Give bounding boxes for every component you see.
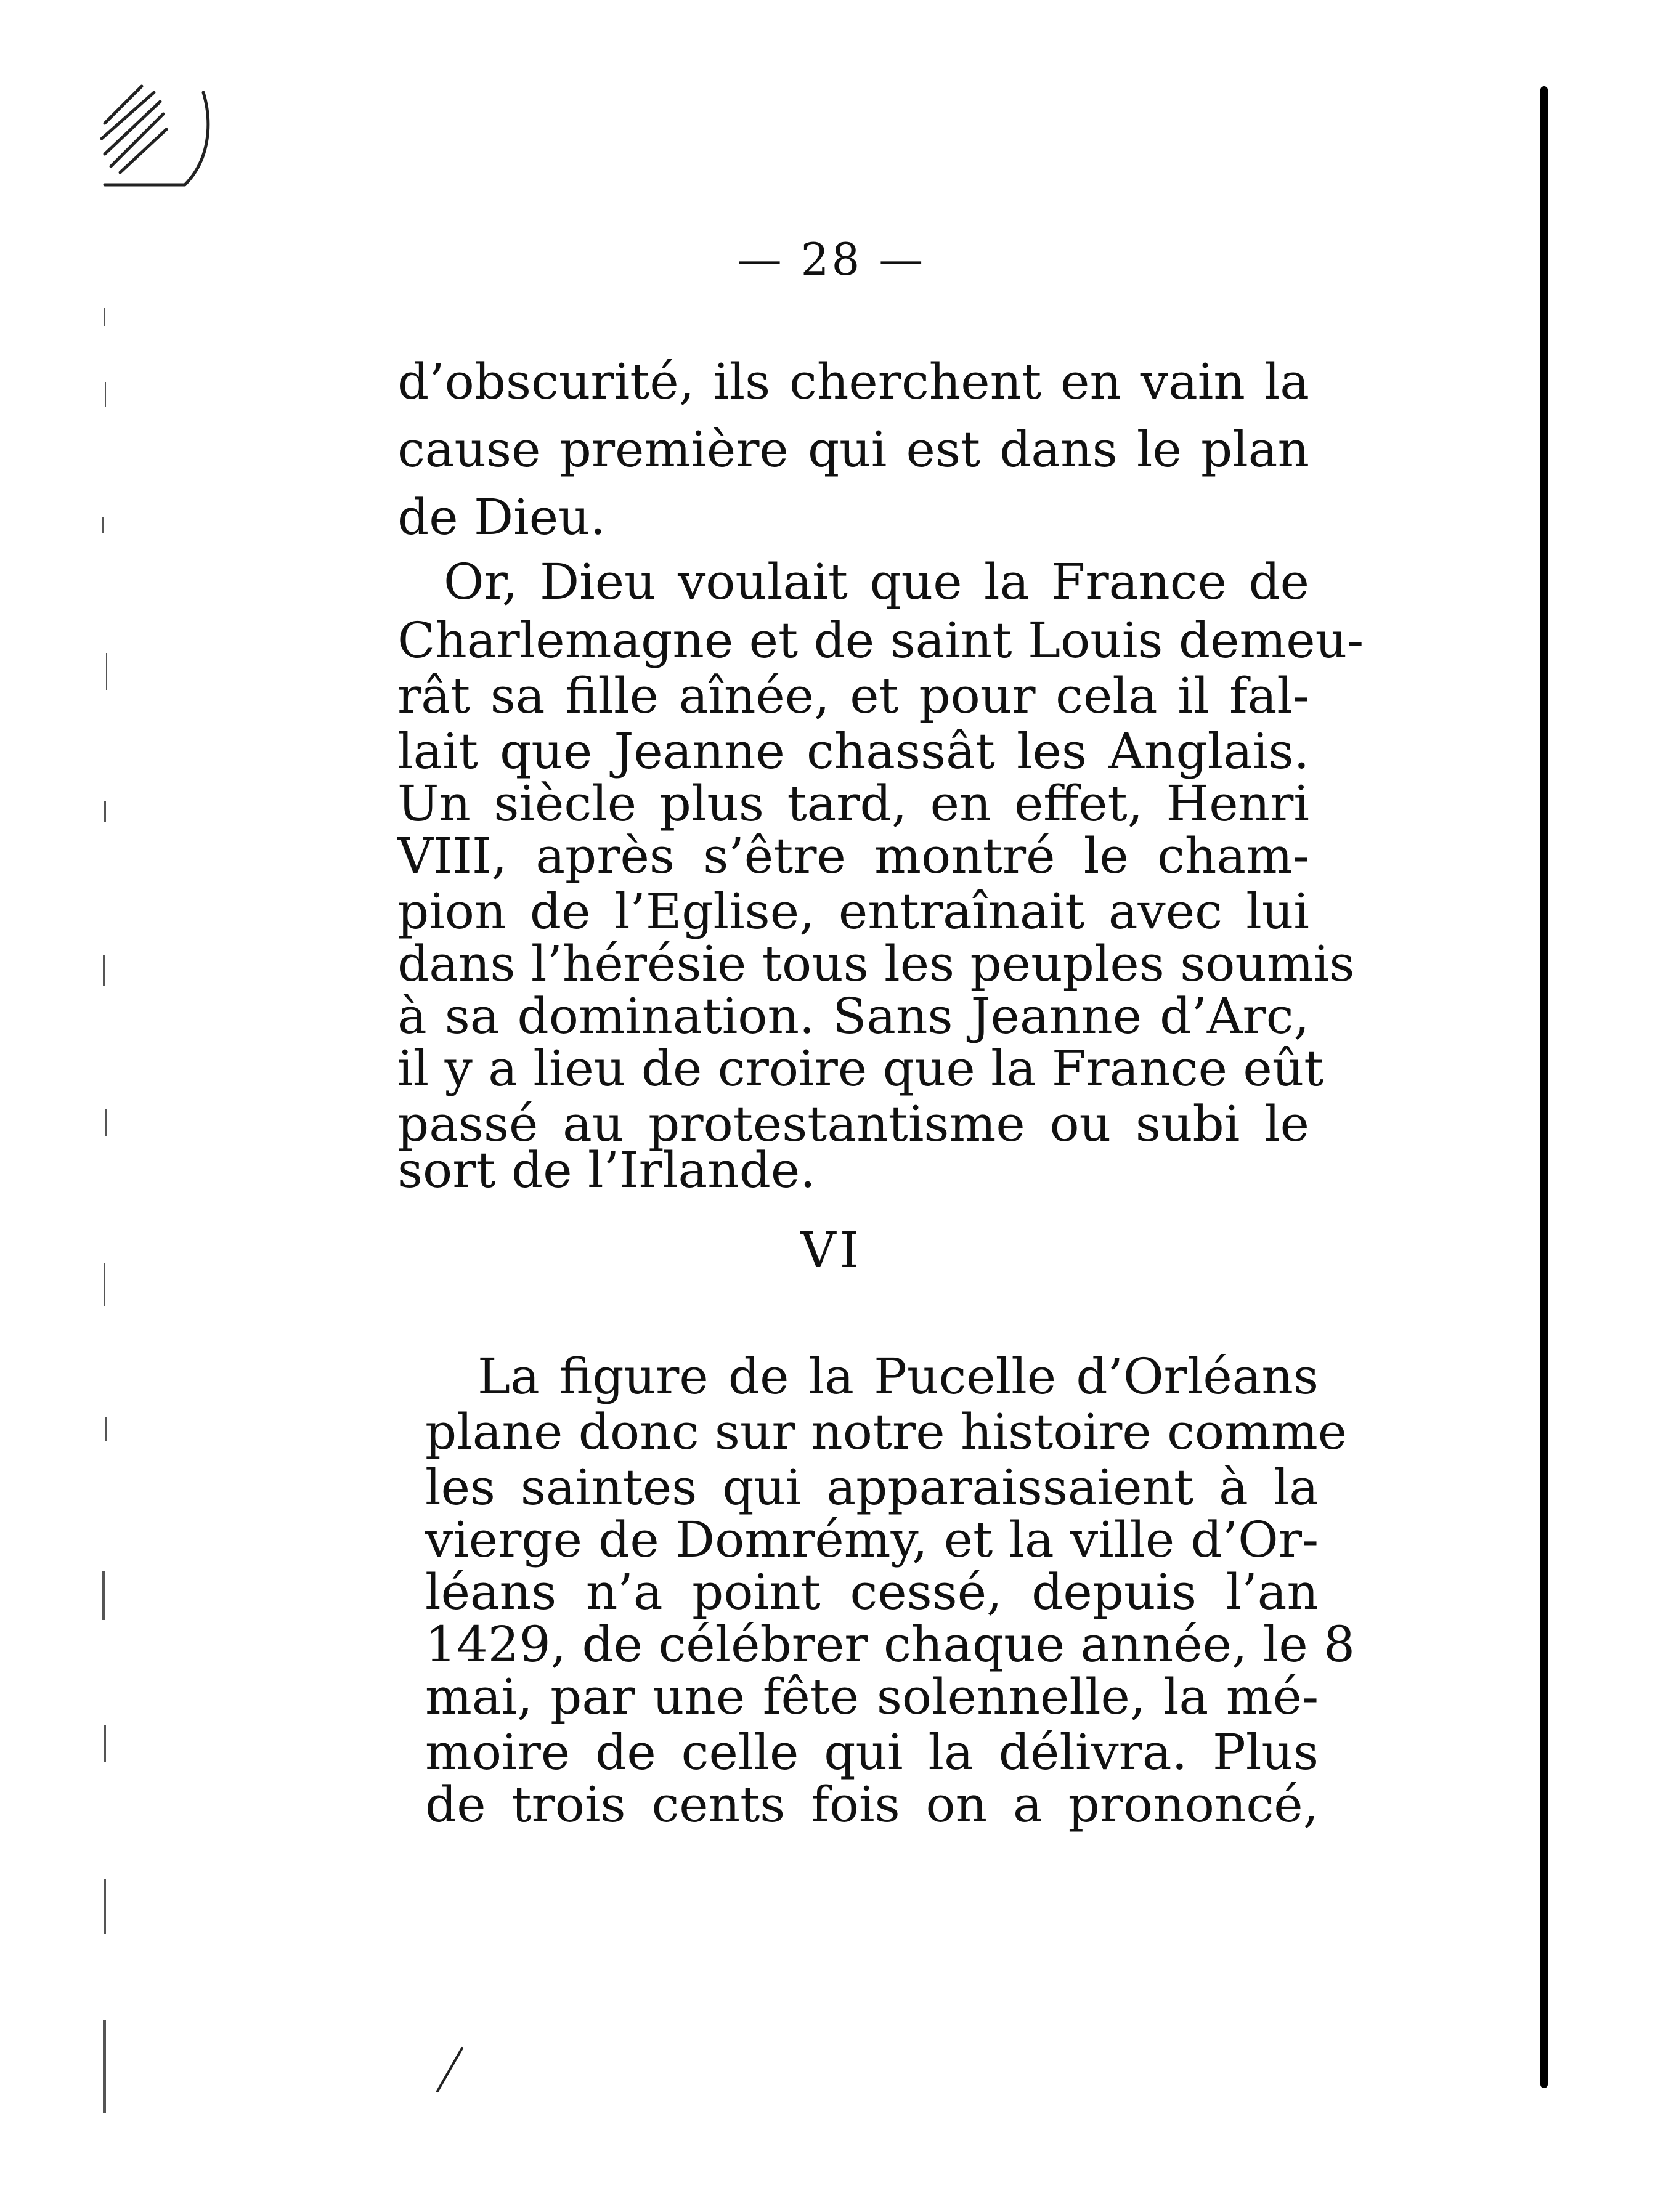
stray-mark-icon bbox=[431, 2045, 468, 2094]
page-number: — 28 — bbox=[737, 233, 926, 285]
text-line: les saintes qui apparaissaient à la bbox=[425, 1459, 1319, 1516]
text-line: de trois cents fois on a prononcé, bbox=[425, 1776, 1319, 1833]
text-line: rât sa fille aînée, et pour cela il fal- bbox=[397, 667, 1309, 724]
text-line: mai, par une fête solennelle, la mé- bbox=[425, 1668, 1319, 1725]
text-line: moire de celle qui la délivra. Plus bbox=[425, 1724, 1319, 1781]
text-line: La figure de la Pucelle d’Orléans bbox=[478, 1348, 1319, 1405]
text-line: Un siècle plus tard, en effet, Henri bbox=[397, 775, 1309, 832]
text-line: léans n’a point cessé, depuis l’an bbox=[425, 1563, 1319, 1621]
text-line: de Dieu. bbox=[397, 488, 606, 546]
text-line: dans l’hérésie tous les peuples soumis bbox=[397, 935, 1355, 992]
text-line: plane donc sur notre histoire comme bbox=[425, 1403, 1348, 1460]
text-line: sort de l’Irlande. bbox=[397, 1141, 816, 1199]
text-line: Charlemagne et de saint Louis demeu- bbox=[397, 612, 1364, 669]
corner-scribble-icon bbox=[86, 80, 228, 197]
text-line: VIII, après s’être montré le cham- bbox=[397, 827, 1309, 885]
text-line: pion de l’Eglise, entraînait avec lui bbox=[397, 883, 1309, 940]
text-line: passé au protestantisme ou subi le bbox=[397, 1095, 1309, 1153]
text-line: il y a lieu de croire que la France eût bbox=[397, 1040, 1324, 1097]
right-edge-rule bbox=[1540, 86, 1548, 2088]
section-heading: VI bbox=[800, 1221, 863, 1279]
text-line: Or, Dieu voulait que la France de bbox=[444, 553, 1309, 610]
text-line: lait que Jeanne chassât les Anglais. bbox=[397, 723, 1309, 780]
left-edge-specks bbox=[92, 308, 117, 2131]
text-line: cause première qui est dans le plan bbox=[397, 421, 1309, 478]
text-line: d’obscurité, ils cherchent en vain la bbox=[397, 353, 1309, 410]
text-line: à sa domination. Sans Jeanne d’Arc, bbox=[397, 987, 1309, 1045]
text-line: vierge de Domrémy, et la ville d’Or- bbox=[425, 1511, 1319, 1568]
text-line: 1429, de célébrer chaque année, le 8 bbox=[425, 1616, 1356, 1673]
